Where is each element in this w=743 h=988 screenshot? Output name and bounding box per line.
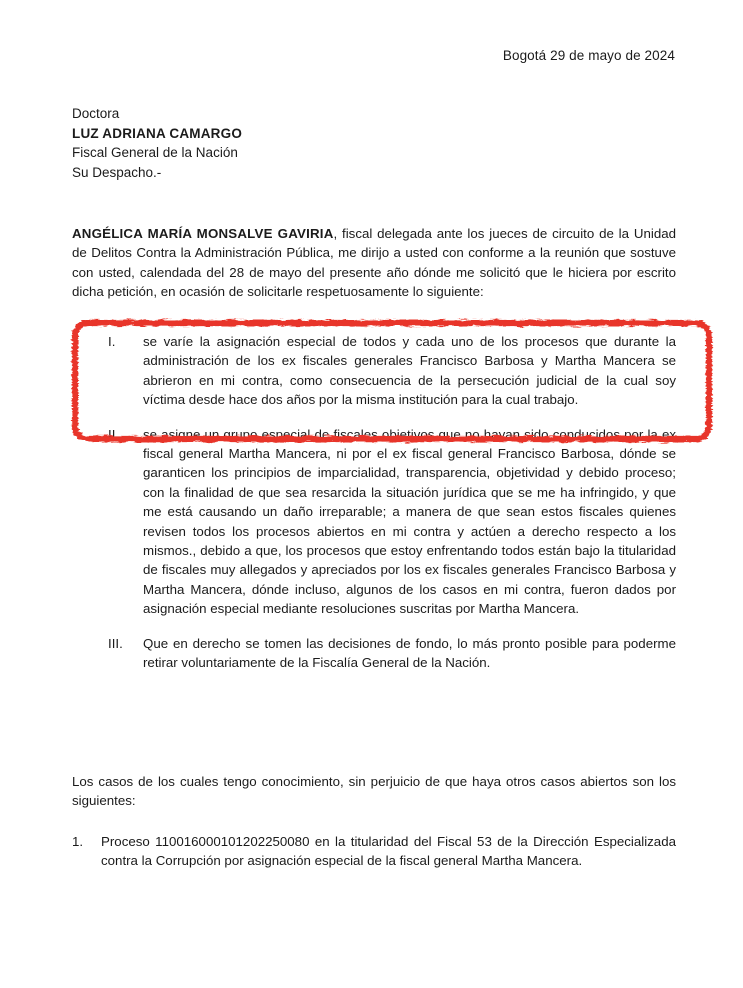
addressee-block: [72, 104, 242, 182]
request-item: [72, 425, 676, 619]
request-marker: II.: [108, 426, 120, 442]
request-marker: I.: [108, 334, 116, 349]
request-item: [72, 332, 676, 410]
cases-list: [72, 832, 676, 871]
intro-paragraph-text: , fiscal delegada ante los jueces de circuito de la Unidad de Delitos Contra la Administración Pública, me dirijo a usted con conforme a la reunión que sostuve con usted, calendada del 28 de mayo del presente año dónde me solicitó que le hiciera por escrito dicha petición, en ocasión de solicitarle respetuosamente lo siguiente:: [72, 226, 676, 300]
closing-paragraph: Los casos de los cuales tengo conocimiento, sin perjuicio de que haya otros casos abiertos son los siguientes:: [72, 774, 676, 809]
request-item: [72, 634, 676, 673]
case-text: Proceso 110016000101202250080 en la titularidad del Fiscal 53 de la Dirección Especializada contra la Corrupción por asignación especial de la fiscal general Martha Mancera.: [101, 834, 676, 869]
addressee-title: Fiscal General de la Nación: [72, 145, 238, 160]
request-text: se varíe la asignación especial de todos y cada uno de los procesos que durante la administración de los ex fiscales generales Francisco Barbosa y Martha Mancera se abrieron en mi contra, como consecuencia de la persecución judicial de la cual soy víctima desde hace dos años por la misma institución para la cual trabajo.: [143, 334, 676, 408]
addressee-office: Su Despacho.-: [72, 164, 162, 180]
addressee-name: LUZ ADRIANA CAMARGO: [72, 125, 243, 141]
requests-list: [72, 332, 676, 673]
case-item: [72, 832, 676, 871]
request-text: se asigne un grupo especial de fiscales objetivos que no hayan sido conducidos por la ex fiscal general Martha Mancera, ni por el ex fiscal general Francisco Barbosa, dónde se garanticen los principios de imparcialidad, transparencia, objetividad y debido proceso; con la finalidad de que sea resarcida la situación jurídica que se me ha infringido, y que me está causando un daño irreparable; a manera de que sean estos fiscales quienes revisen todos los procesos abiertos en mi contra y actúen a derecho respecto a los mismos., debido a que, los procesos que estoy enfrentando todos están bajo la titularidad de fiscales muy allegados y apreciados por los ex fiscales generales Francisco Barbosa y Martha Mancera, dónde incluso, algunos de los casos en mi contra, fueron dados por asignación especial mediante resoluciones suscritas por Martha Mancera.: [143, 426, 676, 617]
sender-name: ANGÉLICA MARÍA MONSALVE GAVIRIA: [72, 226, 334, 241]
closing-paragraph-block: [72, 772, 676, 811]
intro-paragraph: [72, 224, 676, 302]
case-marker: 1.: [72, 834, 84, 849]
addressee-salutation: Doctora: [72, 106, 120, 121]
date-line: Bogotá 29 de mayo de 2024: [502, 48, 675, 63]
request-text: Que en derecho se tomen las decisiones de fondo, lo más pronto posible para poderme retirar voluntariamente de la Fiscalía General de la Nación.: [143, 635, 676, 671]
request-marker: III.: [108, 635, 123, 651]
intro-paragraph-block: [72, 224, 676, 302]
